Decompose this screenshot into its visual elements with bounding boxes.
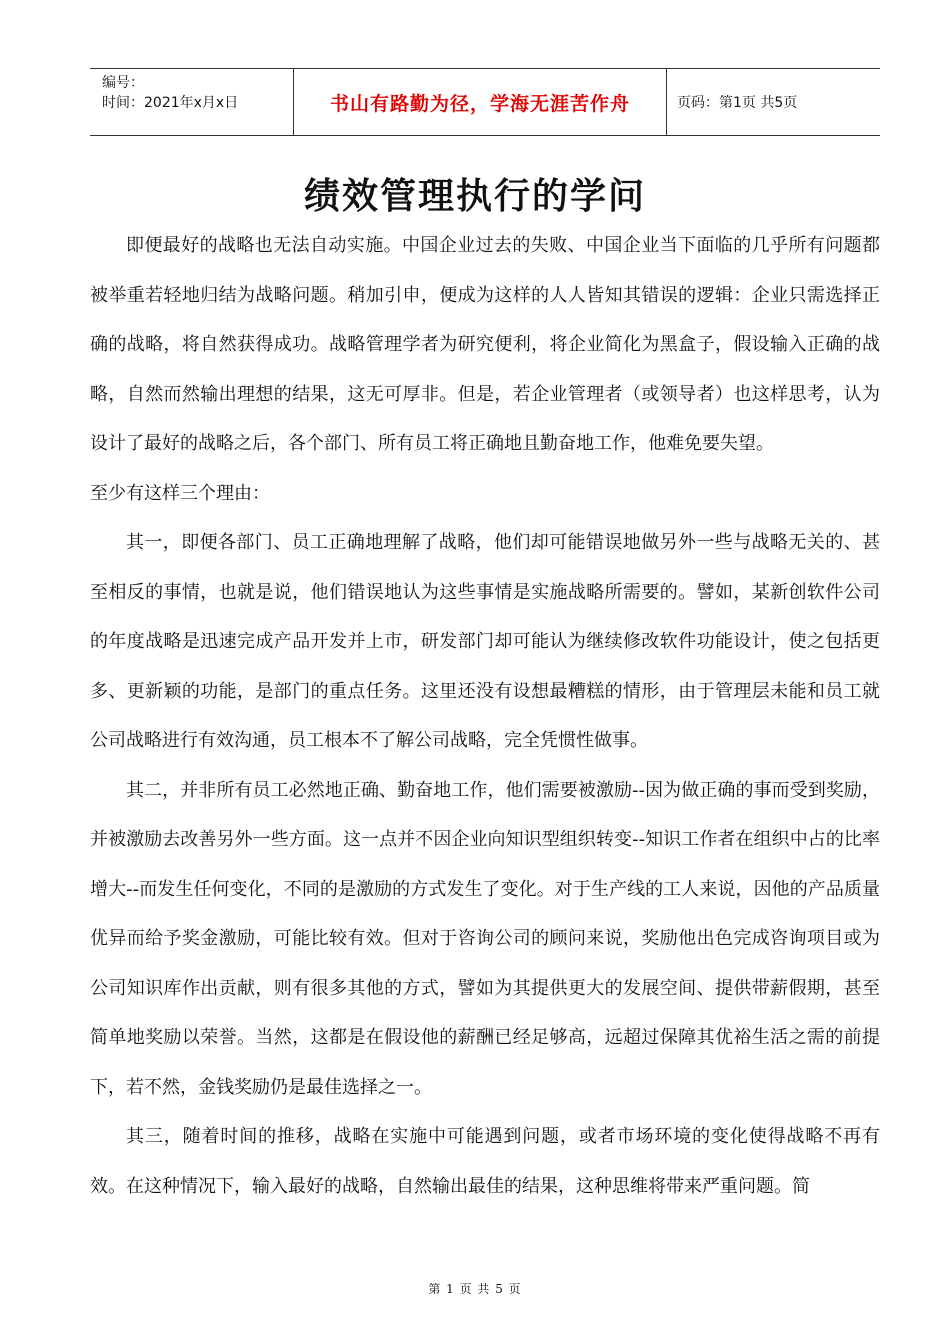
paragraph: 即便最好的战略也无法自动实施。中国企业过去的失败、中国企业当下面临的几乎所有问题都被举重若轻地归结为战略问题。稍加引申，便成为这样的人人皆知其错误的逻辑：企业只需选择正确的战略，将自然获得成功。战略管理学者为研究便利，将企业简化为黑盒子，假设输入正确的战略，自然而然输出理想的结果，这无可厚非。但是，若企业管理者（或领导者）也这样思考，认为设计了最好的战略之后，各个部门、所有员工将正确地且勤奋地工作，他难免要失望。 — [90, 235, 880, 454]
paragraph: 至少有这样三个理由： — [90, 482, 270, 504]
header-page-label: 页码：第1页 共5页 — [677, 95, 798, 111]
paragraph: 其一，即便各部门、员工正确地理解了战略，他们却可能错误地做另外一些与战略无关的、甚至相反的事情，也就是说，他们错误地认为这些事情是实施战略所需要的。譬如，某新创软件公司的年度战略是迅速完成产品开发并上市，研发部门却可能认为继续修改软件功能设计，使之包括更多、更新颖的功能，是部门的重点任务。这里还没有设想最糟糕的情形，由于管理层未能和员工就公司战略进行有效沟通，员工根本不了解公司战略，完全凭惯性做事。 — [90, 532, 880, 751]
header-meta — [90, 69, 293, 135]
number-label: 编号： — [102, 75, 144, 91]
document-title: 绩效管理执行的学问 — [303, 176, 646, 217]
time-label: 时间：2021年x月x日 — [102, 95, 239, 111]
page-footer: 第 1 页 共 5 页 — [428, 1282, 522, 1296]
paragraph: 其二，并非所有员工必然地正确、勤奋地工作，他们需要被激励--因为做正确的事而受到奖励，并被激励去改善另外一些方面。这一点并不因企业向知识型组织转变--知识工作者在组织中占的比率增大--而发生任何变化，不同的是激励的方式发生了变化。对于生产线的工人来说，因他的产品质量优异而给予奖金激励，可能比较有效。但对于咨询公司的顾问来说，奖励他出色完成咨询项目或为公司知识库作出贡献，则有很多其他的方式，譬如为其提供更大的发展空间、提供带薪假期，甚至简单地奖励以荣誉。当然，这都是在假设他的薪酬已经足够高，远超过保障其优裕生活之需的前提下，若不然，金钱奖励仍是最佳选择之一。 — [90, 779, 880, 1098]
paragraph: 其三，随着时间的推移，战略在实施中可能遇到问题，或者市场环境的变化使得战略不再有效。在这种情况下，输入最好的战略，自然输出最佳的结果，这种思维将带来严重问题。简 — [90, 1126, 880, 1197]
header-motto: 书山有路勤为径，学海无涯苦作舟 — [293, 69, 667, 135]
document-header — [90, 68, 880, 136]
document-body — [90, 221, 880, 1211]
